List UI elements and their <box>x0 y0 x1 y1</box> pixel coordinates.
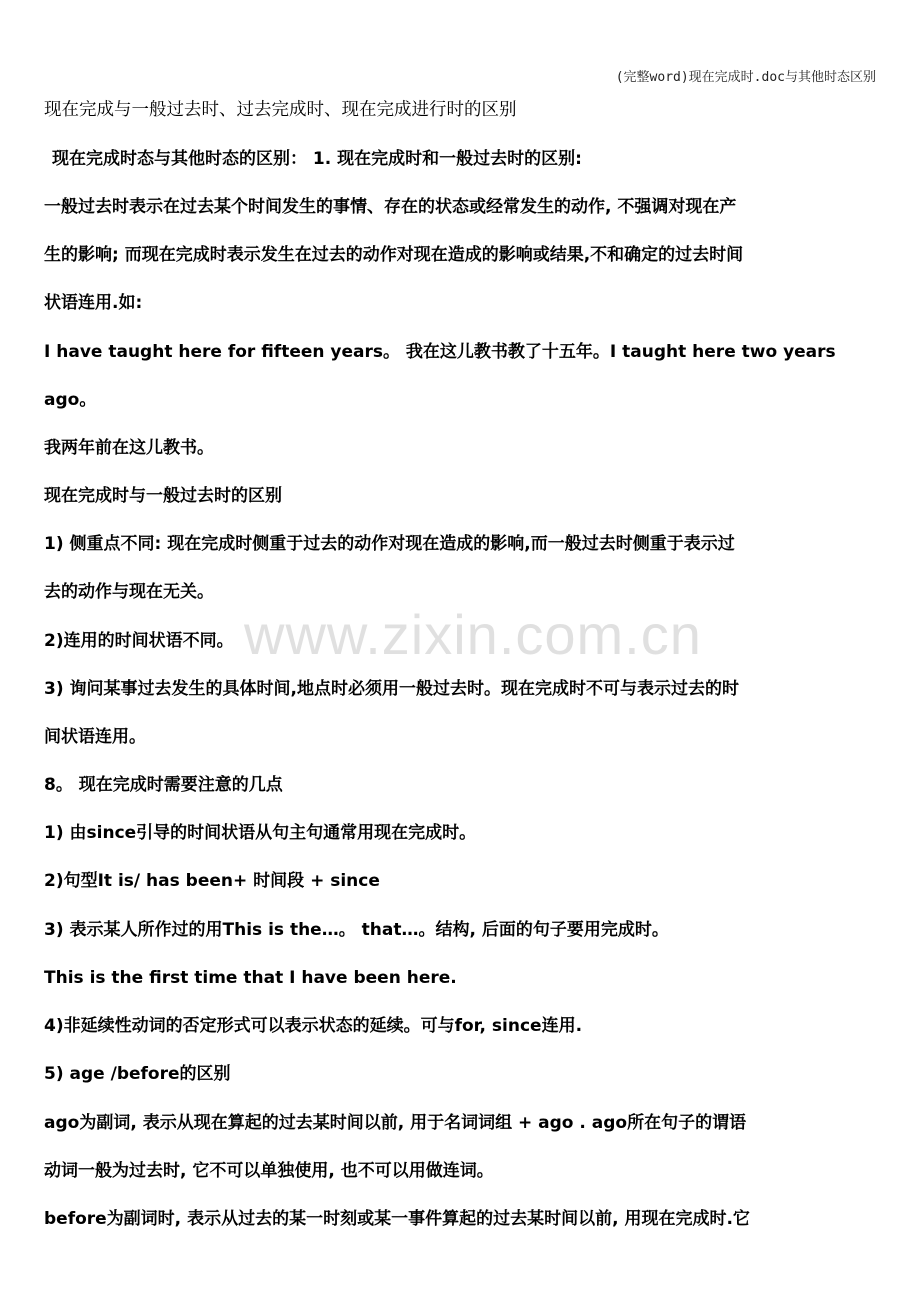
text-line: 5) age /before的区别 <box>44 1064 231 1084</box>
text-line: 现在完成时与一般过去时的区别 <box>44 486 282 506</box>
text-line: ago。 <box>44 390 97 410</box>
text-line: 2)句型It is/ has been+ 时间段 + since <box>44 871 380 891</box>
watermark: www.zixin.com.cn <box>244 603 702 666</box>
text-line: 3) 询问某事过去发生的具体时间,地点时必须用一般过去时。现在完成时不可与表示过去的时 <box>44 679 739 699</box>
text-line: 3) 表示某人所作过的用This is the…。 that…。结构, 后面的句子要用完成时。 <box>44 920 669 940</box>
text-line: 间状语连用。 <box>44 727 146 747</box>
text-line: before为副词时, 表示从过去的某一时刻或某一事件算起的过去某时间以前, 用现在完成时.它 <box>44 1209 750 1229</box>
text-line: 1) 由since引导的时间状语从句主句通常用现在完成时。 <box>44 823 477 843</box>
text-line: ago为副词, 表示从现在算起的过去某时间以前, 用于名词词组 + ago . ago所在句子的谓语 <box>44 1113 747 1133</box>
text-line: 去的动作与现在无关。 <box>44 582 214 602</box>
text-line: 1) 侧重点不同: 现在完成时侧重于过去的动作对现在造成的影响,而一般过去时侧重于表示过 <box>44 534 735 554</box>
text-line: 状语连用.如: <box>44 293 143 313</box>
text-line: 2)连用的时间状语不同。 <box>44 631 234 651</box>
text-line: 一般过去时表示在过去某个时间发生的事情、存在的状态或经常发生的动作, 不强调对现在产 <box>44 197 737 217</box>
text-line: 8。 现在完成时需要注意的几点 <box>44 775 283 795</box>
text-line: 动词一般为过去时, 它不可以单独使用, 也不可以用做连词。 <box>44 1161 494 1181</box>
text-line: I have taught here for fifteen years。 我在这儿教书教了十五年。I taught here two years <box>44 342 836 362</box>
document-title: 现在完成与一般过去时、过去完成时、现在完成进行时的区别 <box>44 100 517 120</box>
text-line: This is the first time that I have been here. <box>44 968 457 988</box>
text-line: 生的影响; 而现在完成时表示发生在过去的动作对现在造成的影响或结果,不和确定的过去时间 <box>44 245 744 265</box>
text-line: 4)非延续性动词的否定形式可以表示状态的延续。可与for, since连用. <box>44 1016 583 1036</box>
text-line: 我两年前在这儿教书。 <box>44 438 214 458</box>
text-line: 现在完成时态与其他时态的区别： 1. 现在完成时和一般过去时的区别: <box>52 149 582 169</box>
page-header: (完整word)现在完成时.doc与其他时态区别 <box>615 70 876 85</box>
